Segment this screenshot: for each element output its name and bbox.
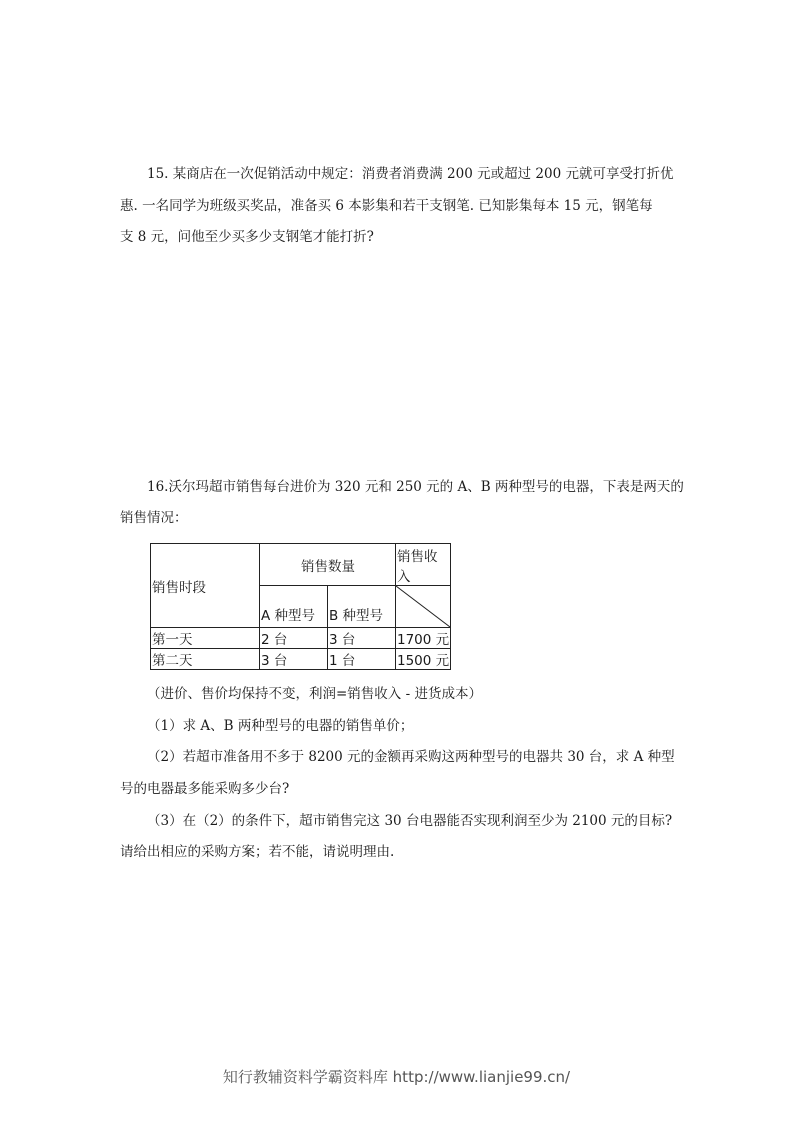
q15-line-1: 15. 某商店在一次促销活动中规定：消费者消费满 200 元或超过 200 元就可享受打折优 xyxy=(147,166,674,182)
q16-line-2: 销售情况： xyxy=(120,510,188,526)
q16-sub-2-line-2: 号的电器最多能采购多少台? xyxy=(120,781,290,797)
sales-table xyxy=(150,543,451,670)
footer-watermark: 知行教辅资料学霸资料库 http://www.lianjie99.cn/ xyxy=(222,1068,571,1086)
q16-line-1: 16.沃尔玛超市销售每台进价为 320 元和 250 元的 A、B 两种型号的电器，下表是两天的 xyxy=(147,479,684,495)
row-a: 2 台 xyxy=(260,628,328,649)
header-type-a: A 种型号 xyxy=(260,586,328,628)
q16-sub-3-line-1: （3）在（2）的条件下，超市销售完这 30 台电器能否实现利润至少为 2100 元的目标? xyxy=(147,813,673,829)
row-income: 1500 元 xyxy=(396,649,451,670)
row-b: 3 台 xyxy=(328,628,396,649)
q16-sub-2-line-1: （2）若超市准备用不多于 8200 元的金额再采购这两种型号的电器共 30 台，求 A 种型 xyxy=(147,749,675,765)
diagonal-cell xyxy=(396,586,451,628)
q16-note: （进价、售价均保持不变，利润=销售收入 - 进货成本） xyxy=(147,686,482,702)
header-type-b: B 种型号 xyxy=(328,586,396,628)
q16-sub-3-line-2: 请给出相应的采购方案；若不能，请说明理由. xyxy=(120,844,395,860)
q15-line-3: 支 8 元，问他至少买多少支钢笔才能打折? xyxy=(120,229,374,245)
row-income: 1700 元 xyxy=(396,628,451,649)
row-period: 第二天 xyxy=(151,649,260,670)
header-income: 销售收入 xyxy=(396,544,451,586)
header-quantity: 销售数量 xyxy=(260,544,396,586)
row-a: 3 台 xyxy=(260,649,328,670)
header-period: 销售时段 xyxy=(151,544,260,628)
table-row xyxy=(151,649,451,670)
table-row xyxy=(151,628,451,649)
diagonal-line xyxy=(396,586,450,627)
row-b: 1 台 xyxy=(328,649,396,670)
row-period: 第一天 xyxy=(151,628,260,649)
q15-line-2: 惠. 一名同学为班级买奖品，准备买 6 本影集和若干支钢笔. 已知影集每本 15 元，钢笔每 xyxy=(120,198,653,214)
q16-sub-1: （1）求 A、B 两种型号的电器的销售单价； xyxy=(147,718,414,734)
